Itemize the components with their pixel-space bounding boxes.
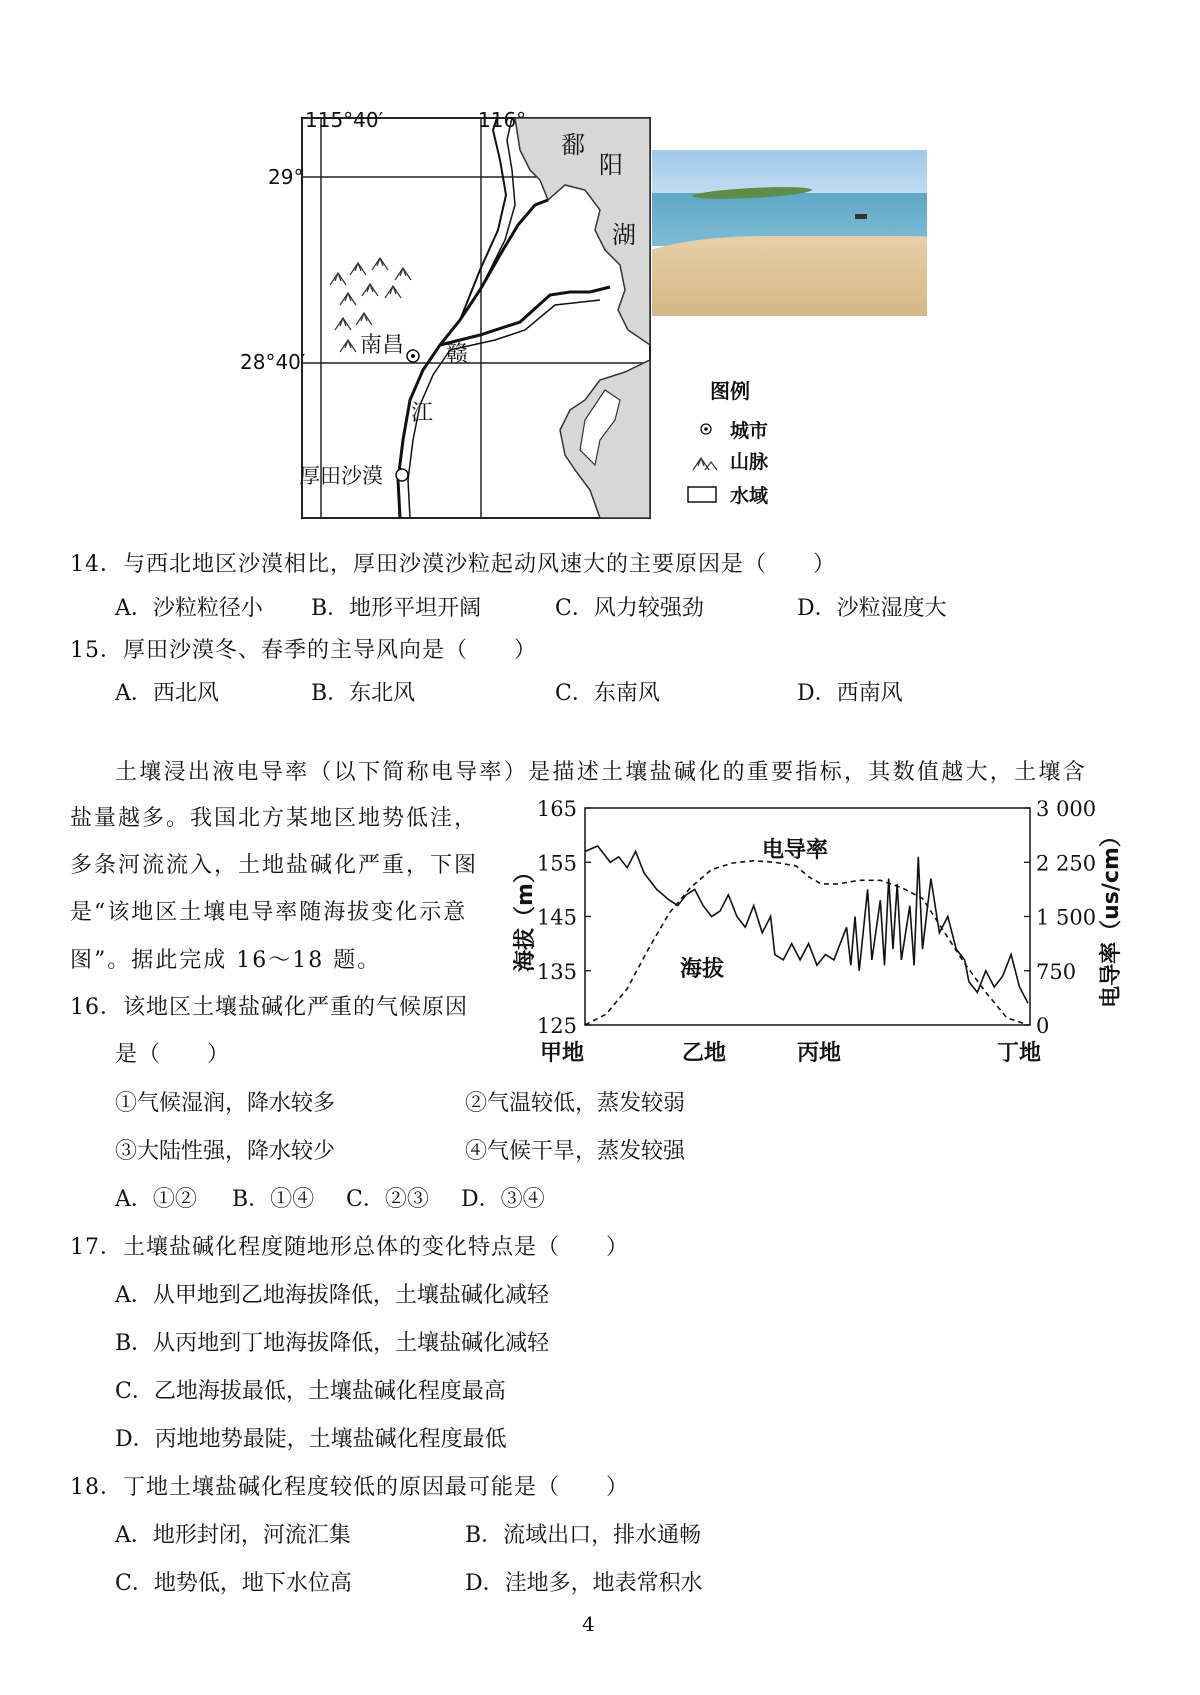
q18-option-b[interactable]: B．流域出口，排水通畅 — [465, 1523, 702, 1548]
q16-item-1: ①气候湿润，降水较多 — [115, 1091, 336, 1116]
city-marker-icon — [407, 350, 419, 362]
lake-char: 阳 — [599, 151, 623, 179]
legend-water-icon — [688, 487, 716, 502]
y-left-tick-label: 145 — [536, 905, 577, 930]
legend-label: 山脉 — [730, 451, 769, 473]
intro-line: 是“该地区土壤电导率随海拔变化示意 — [70, 900, 468, 925]
river-north — [460, 118, 506, 320]
q15-option-a[interactable]: A．西北风 — [115, 681, 219, 706]
question-14-stem: 14．与西北地区沙漠相比，厚田沙漠沙粒起动风速大的主要原因是（ ） — [70, 552, 836, 577]
x-tick-label: 甲地 — [540, 1041, 585, 1066]
y-right-axis-title: 电导率（us/cm） — [1099, 825, 1124, 1008]
desert-label: 厚田沙漠 — [299, 464, 383, 488]
intro-line: 盐量越多。我国北方某地区地势低洼， — [70, 806, 479, 831]
annotation-conductivity: 电导率 — [762, 838, 829, 863]
y-left-tick-label: 155 — [536, 851, 577, 876]
legend-label: 城市 — [730, 420, 769, 442]
q16-option-a[interactable]: A．①② — [115, 1187, 197, 1212]
conductivity-elevation-chart — [500, 790, 1130, 1075]
x-tick-label: 乙地 — [682, 1041, 727, 1066]
q16-item-4: ④气候干旱，蒸发较强 — [465, 1139, 686, 1164]
y-right-tick-label: 750 — [1036, 959, 1077, 984]
q16-item-3: ③大陆性强，降水较少 — [115, 1139, 336, 1164]
q16-option-d[interactable]: D．③④ — [461, 1187, 545, 1212]
series-line-conductivity — [585, 861, 1028, 1025]
legend-mountain-icon — [693, 458, 717, 470]
q16-option-b[interactable]: B．①④ — [232, 1187, 315, 1212]
river-char: 赣 — [446, 342, 469, 367]
river-char: 江 — [411, 401, 434, 426]
question-18-stem: 18．丁地土壤盐碱化程度较低的原因最可能是（ ） — [70, 1475, 629, 1500]
y-left-axis-title: 海拔（m） — [513, 861, 538, 972]
question-16-stem: 16．该地区土壤盐碱化严重的气候原因 — [70, 995, 468, 1020]
q14-option-b[interactable]: B．地形平坦开阔 — [311, 596, 482, 621]
x-tick-label: 丙地 — [797, 1041, 842, 1066]
gan-river-west — [408, 350, 450, 518]
q14-option-a[interactable]: A．沙粒粒径小 — [115, 596, 263, 621]
q17-option-b[interactable]: B．从丙地到丁地海拔降低，土壤盐碱化减轻 — [115, 1331, 550, 1356]
lat-label: 29° — [268, 165, 304, 189]
y-right-tick-label: 3 000 — [1036, 797, 1097, 821]
question-17-stem: 17．土壤盐碱化程度随地形总体的变化特点是（ ） — [70, 1235, 629, 1260]
lon-label: 116° — [478, 108, 527, 132]
lake-char: 湖 — [612, 221, 636, 249]
q18-option-a[interactable]: A．地形封闭，河流汇集 — [115, 1523, 351, 1548]
q17-option-a[interactable]: A．从甲地到乙地海拔降低，土壤盐碱化减轻 — [115, 1283, 549, 1308]
intro-line: 多条河流流入，土地盐碱化严重，下图 — [70, 853, 479, 878]
q16-item-2: ②气温较低，蒸发较弱 — [465, 1091, 686, 1116]
series-line-elevation — [585, 846, 1028, 1003]
south-water — [560, 360, 650, 518]
y-right-tick-label: 0 — [1036, 1014, 1050, 1038]
y-left-tick-label: 165 — [536, 797, 577, 821]
legend-title: 图例 — [710, 379, 750, 403]
gan-river — [398, 200, 548, 518]
q15-option-d[interactable]: D．西南风 — [797, 681, 903, 706]
legend-label: 水域 — [730, 485, 769, 507]
intro-line: 图”。据此完成 16～18 题。 — [70, 948, 382, 973]
city-label: 南昌 — [360, 333, 405, 358]
lon-label: 115°40′ — [305, 108, 384, 132]
q16-option-c[interactable]: C．②③ — [346, 1187, 429, 1212]
river-east-branch-2 — [450, 300, 600, 350]
q18-option-c[interactable]: C．地势低，地下水位高 — [115, 1571, 352, 1596]
lake-char: 鄱 — [561, 131, 585, 159]
q14-option-d[interactable]: D．沙粒湿度大 — [797, 596, 947, 621]
q15-option-b[interactable]: B．东北风 — [311, 681, 416, 706]
y-right-tick-label: 2 250 — [1036, 851, 1097, 876]
x-tick-label: 丁地 — [997, 1041, 1042, 1066]
river-east-branch — [440, 287, 610, 345]
y-left-tick-label: 135 — [536, 959, 577, 984]
question-15-stem: 15．厚田沙漠冬、春季的主导风向是（ ） — [70, 638, 537, 663]
q17-option-c[interactable]: C．乙地海拔最低，土壤盐碱化程度最高 — [115, 1379, 506, 1404]
y-left-tick-label: 125 — [536, 1014, 577, 1038]
y-right-tick-label: 1 500 — [1036, 905, 1097, 930]
q14-option-c[interactable]: C．风力较强劲 — [555, 596, 704, 621]
page-number: 4 — [582, 1612, 595, 1636]
annotation-elevation: 海拔 — [680, 957, 725, 982]
sand-lake-photo — [652, 150, 927, 316]
q18-option-d[interactable]: D．洼地多，地表常积水 — [465, 1571, 703, 1596]
question-16-stem-cont: 是（ ） — [115, 1042, 231, 1067]
intro-line: 土壤浸出液电导率（以下简称电导率）是描述土壤盐碱化的重要指标，其数值越大，土壤含 — [115, 760, 1088, 785]
river-north-2 — [480, 118, 515, 290]
q15-option-c[interactable]: C．东南风 — [555, 681, 660, 706]
q17-option-d[interactable]: D．丙地地势最陡，土壤盐碱化程度最低 — [115, 1427, 507, 1452]
desert-marker-icon — [396, 469, 408, 481]
lat-label: 28°40′ — [240, 350, 306, 374]
legend-city-icon — [701, 424, 711, 434]
